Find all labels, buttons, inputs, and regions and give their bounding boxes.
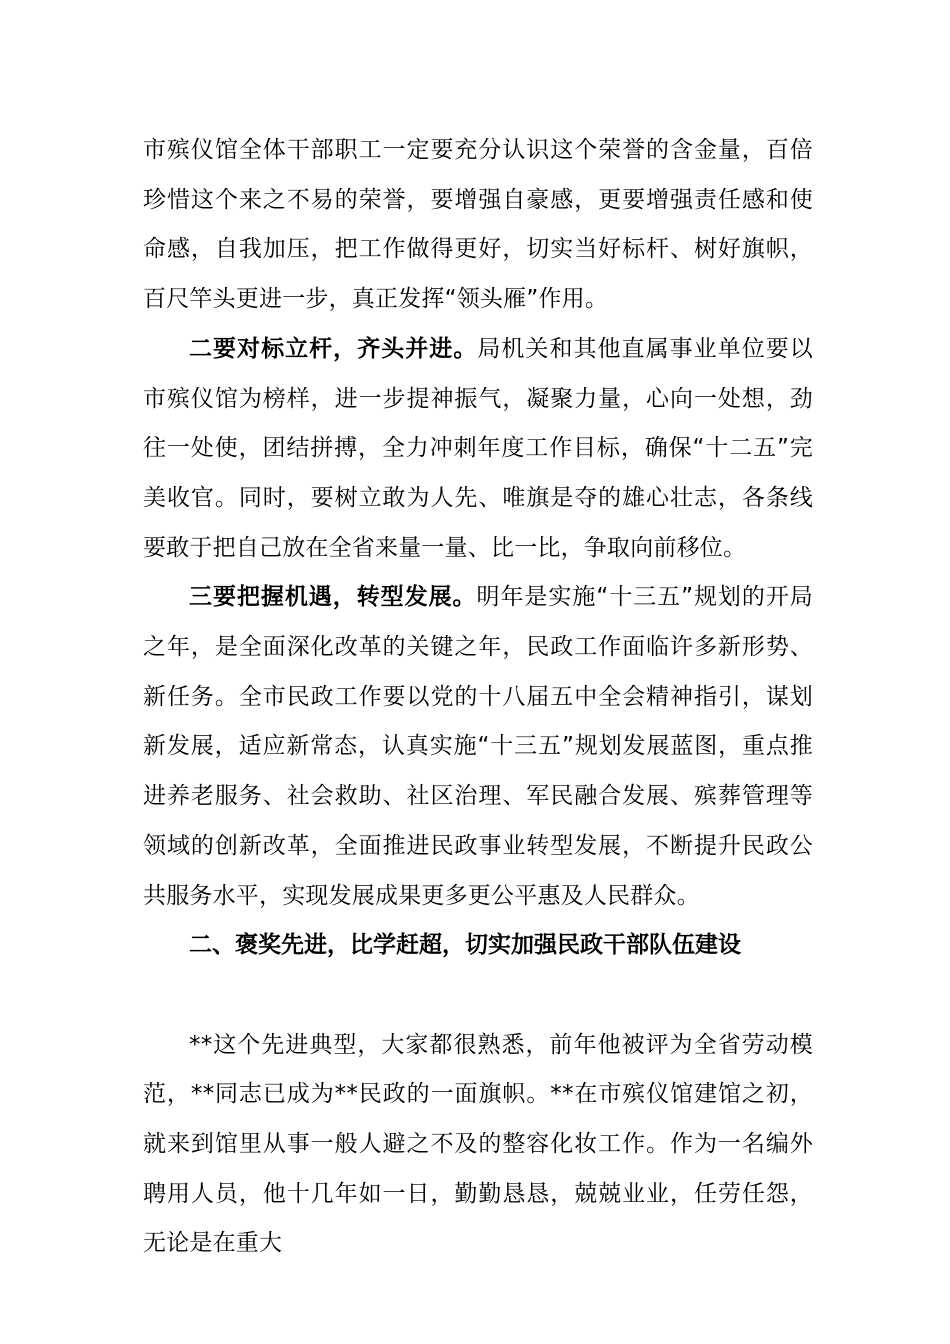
paragraph-opportunity-text: 明年是实施“十三五”规划的开局之年，是全面深化改革的关键之年，民政工作面临许多新形势、新任务。全市民政工作要以党的十八届五中全会精神指引，谋划新发展，适应新常态，认真实施“十三五”规划发展蓝图，重点推进养老服务、社会救助、社区治理、军民融合发展、殡葬管理等领域的创新改革，全面推进民政事业转型发展，不断提升民政公共服务水平，实现发展成果更多更公平惠及人民群众。 <box>143 584 813 909</box>
paragraph-opportunity <box>143 573 813 921</box>
paragraph-benchmark-lead: 二要对标立杆，齐头并进。 <box>189 335 478 362</box>
document-page <box>143 126 813 1269</box>
blank-line <box>143 971 813 1021</box>
section-heading: 二、褒奖先进，比学赶超，切实加强民政干部队伍建设 <box>189 932 741 959</box>
paragraph-benchmark <box>143 325 813 574</box>
paragraph-opportunity-lead: 三要把握机遇，转型发展。 <box>189 584 477 611</box>
paragraph-honor-text: 市殡仪馆全体干部职工一定要充分认识这个荣誉的含金量，百倍珍惜这个来之不易的荣誉，要增强自豪感，更要增强责任感和使命感，自我加压，把工作做得更好，切实当好标杆、树好旗帜，百尺竿头更进一步，真正发挥“领头雁”作用。 <box>143 137 813 313</box>
paragraph-model-worker-text: **这个先进典型，大家都很熟悉，前年他被评为全省劳动模范，**同志已成为**民政的一面旗帜。**在市殡仪馆建馆之初，就来到馆里从事一般人避之不及的整容化妆工作。作为一名编外聘用人员，他十几年如一日，勤勤恳恳，兢兢业业，任劳任怨，无论是在重大 <box>143 1031 813 1257</box>
paragraph-benchmark-text: 局机关和其他直属事业单位要以市殡仪馆为榜样，进一步提神振气，凝聚力量，心向一处想，劲往一处使，团结拼搏，全力冲刺年度工作目标，确保“十二五”完美收官。同时，要树立敢为人先、唯旗是夺的雄心壮志，各条线要敢于把自己放在全省来量一量、比一比，争取向前移位。 <box>143 335 813 561</box>
paragraph-honor <box>143 126 813 325</box>
paragraph-model-worker <box>143 1021 813 1270</box>
